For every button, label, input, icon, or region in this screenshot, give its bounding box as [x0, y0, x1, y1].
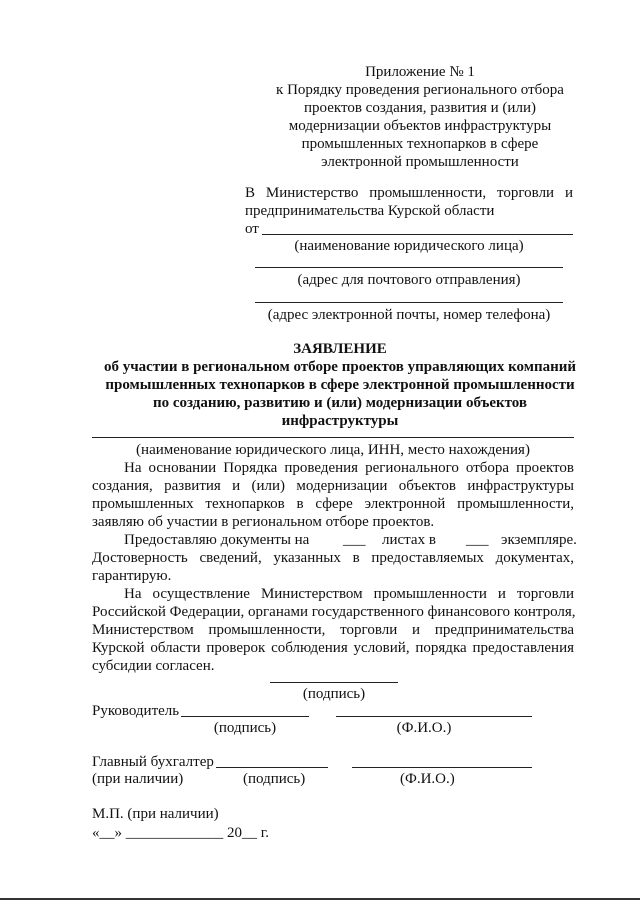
paragraph-line: Российской Федерации, органами государственного финансового контроля,	[92, 604, 576, 620]
caption-email: (адрес электронной почты, номер телефона)	[267, 307, 551, 323]
from-label: от	[245, 221, 259, 237]
accountant-sign-caption: (подпись)	[243, 771, 306, 787]
accountant-sublabel: (при наличии)	[92, 771, 184, 787]
signature-caption: (подпись)	[302, 686, 366, 702]
head-label: Руководитель	[92, 703, 180, 719]
email-phone-field	[255, 302, 563, 303]
applicant-name-field	[262, 234, 573, 235]
year-blank: __	[242, 825, 257, 841]
paragraph-line: На осуществление Министерством промышленности и торговли	[124, 586, 574, 602]
paragraph-line: Курской области проверок соблюдения условий, порядка предоставления	[92, 640, 574, 656]
title-main: ЗАЯВЛЕНИЕ	[293, 341, 387, 357]
accountant-fio-caption: (Ф.И.О.)	[400, 771, 455, 787]
paragraph-line: Достоверность сведений, указанных в предоставляемых документах,	[92, 550, 574, 566]
postal-address-field	[255, 267, 563, 268]
head-signature-field	[181, 716, 309, 717]
appendix-line: к Порядку проведения регионального отбора	[276, 82, 564, 98]
caption-name: (наименование юридического лица)	[294, 238, 524, 254]
signature-field	[270, 682, 398, 683]
paragraph-line: На основании Порядка проведения регионального отбора проектов	[124, 460, 574, 476]
quote-open: «	[92, 825, 100, 841]
accountant-signature-field	[216, 767, 328, 768]
quote-close: »	[114, 825, 122, 841]
applicant-field	[92, 437, 574, 438]
addressee-line: предпринимательства Курской области	[245, 203, 495, 219]
appendix-line: Приложение № 1	[365, 64, 475, 80]
head-sign-caption: (подпись)	[213, 720, 277, 736]
page-bottom-edge	[0, 898, 640, 900]
stamp-label: М.П. (при наличии)	[92, 806, 219, 822]
paragraph-line: создания, развития и (или) модернизации объектов инфраструктуры	[92, 478, 574, 494]
appendix-line: электронной промышленности	[321, 154, 519, 170]
paragraph-line: субсидии согласен.	[92, 658, 215, 674]
year-prefix: 20	[227, 825, 242, 841]
day-blank: __	[99, 825, 115, 841]
paragraph-line: Министерством промышленности, торговли и предпринимательства	[92, 622, 574, 638]
applicant-caption: (наименование юридического лица, ИНН, место нахождения)	[136, 442, 530, 458]
appendix-line: модернизации объектов инфраструктуры	[288, 118, 552, 134]
accountant-fio-field	[352, 767, 532, 768]
paragraph-line: гарантирую.	[92, 568, 172, 584]
head-fio-caption: (Ф.И.О.)	[396, 720, 452, 736]
appendix-line: проектов создания, развития и (или)	[304, 100, 536, 116]
addressee-line: В Министерство промышленности, торговли и	[245, 185, 573, 201]
month-blank: _____________	[125, 825, 224, 841]
paragraph-line: промышленных технопарков в сфере электронной промышленности,	[92, 496, 574, 512]
title-line: по созданию, развитию и (или) модернизации объектов	[152, 395, 528, 411]
title-line: инфраструктуры	[281, 413, 399, 429]
head-fio-field	[336, 716, 532, 717]
accountant-label: Главный бухгалтер	[92, 754, 214, 770]
documents-text: экземпляре.	[501, 532, 577, 548]
sheets-blank: ___	[343, 532, 366, 548]
date-line	[92, 824, 269, 842]
copies-blank: ___	[466, 532, 489, 548]
appendix-line: промышленных технопарков в сфере	[301, 136, 539, 152]
documents-text: Предоставляю документы на	[124, 532, 310, 548]
title-line: промышленных технопарков в сфере электронной промышленности	[105, 377, 575, 393]
caption-address: (адрес для почтового отправления)	[297, 272, 521, 288]
title-line: об участии в региональном отборе проектов управляющих компаний	[103, 359, 577, 375]
year-suffix: г.	[257, 825, 269, 841]
documents-text: листах в	[382, 532, 436, 548]
paragraph-line: заявляю об участии в региональном отборе проектов.	[92, 514, 435, 530]
